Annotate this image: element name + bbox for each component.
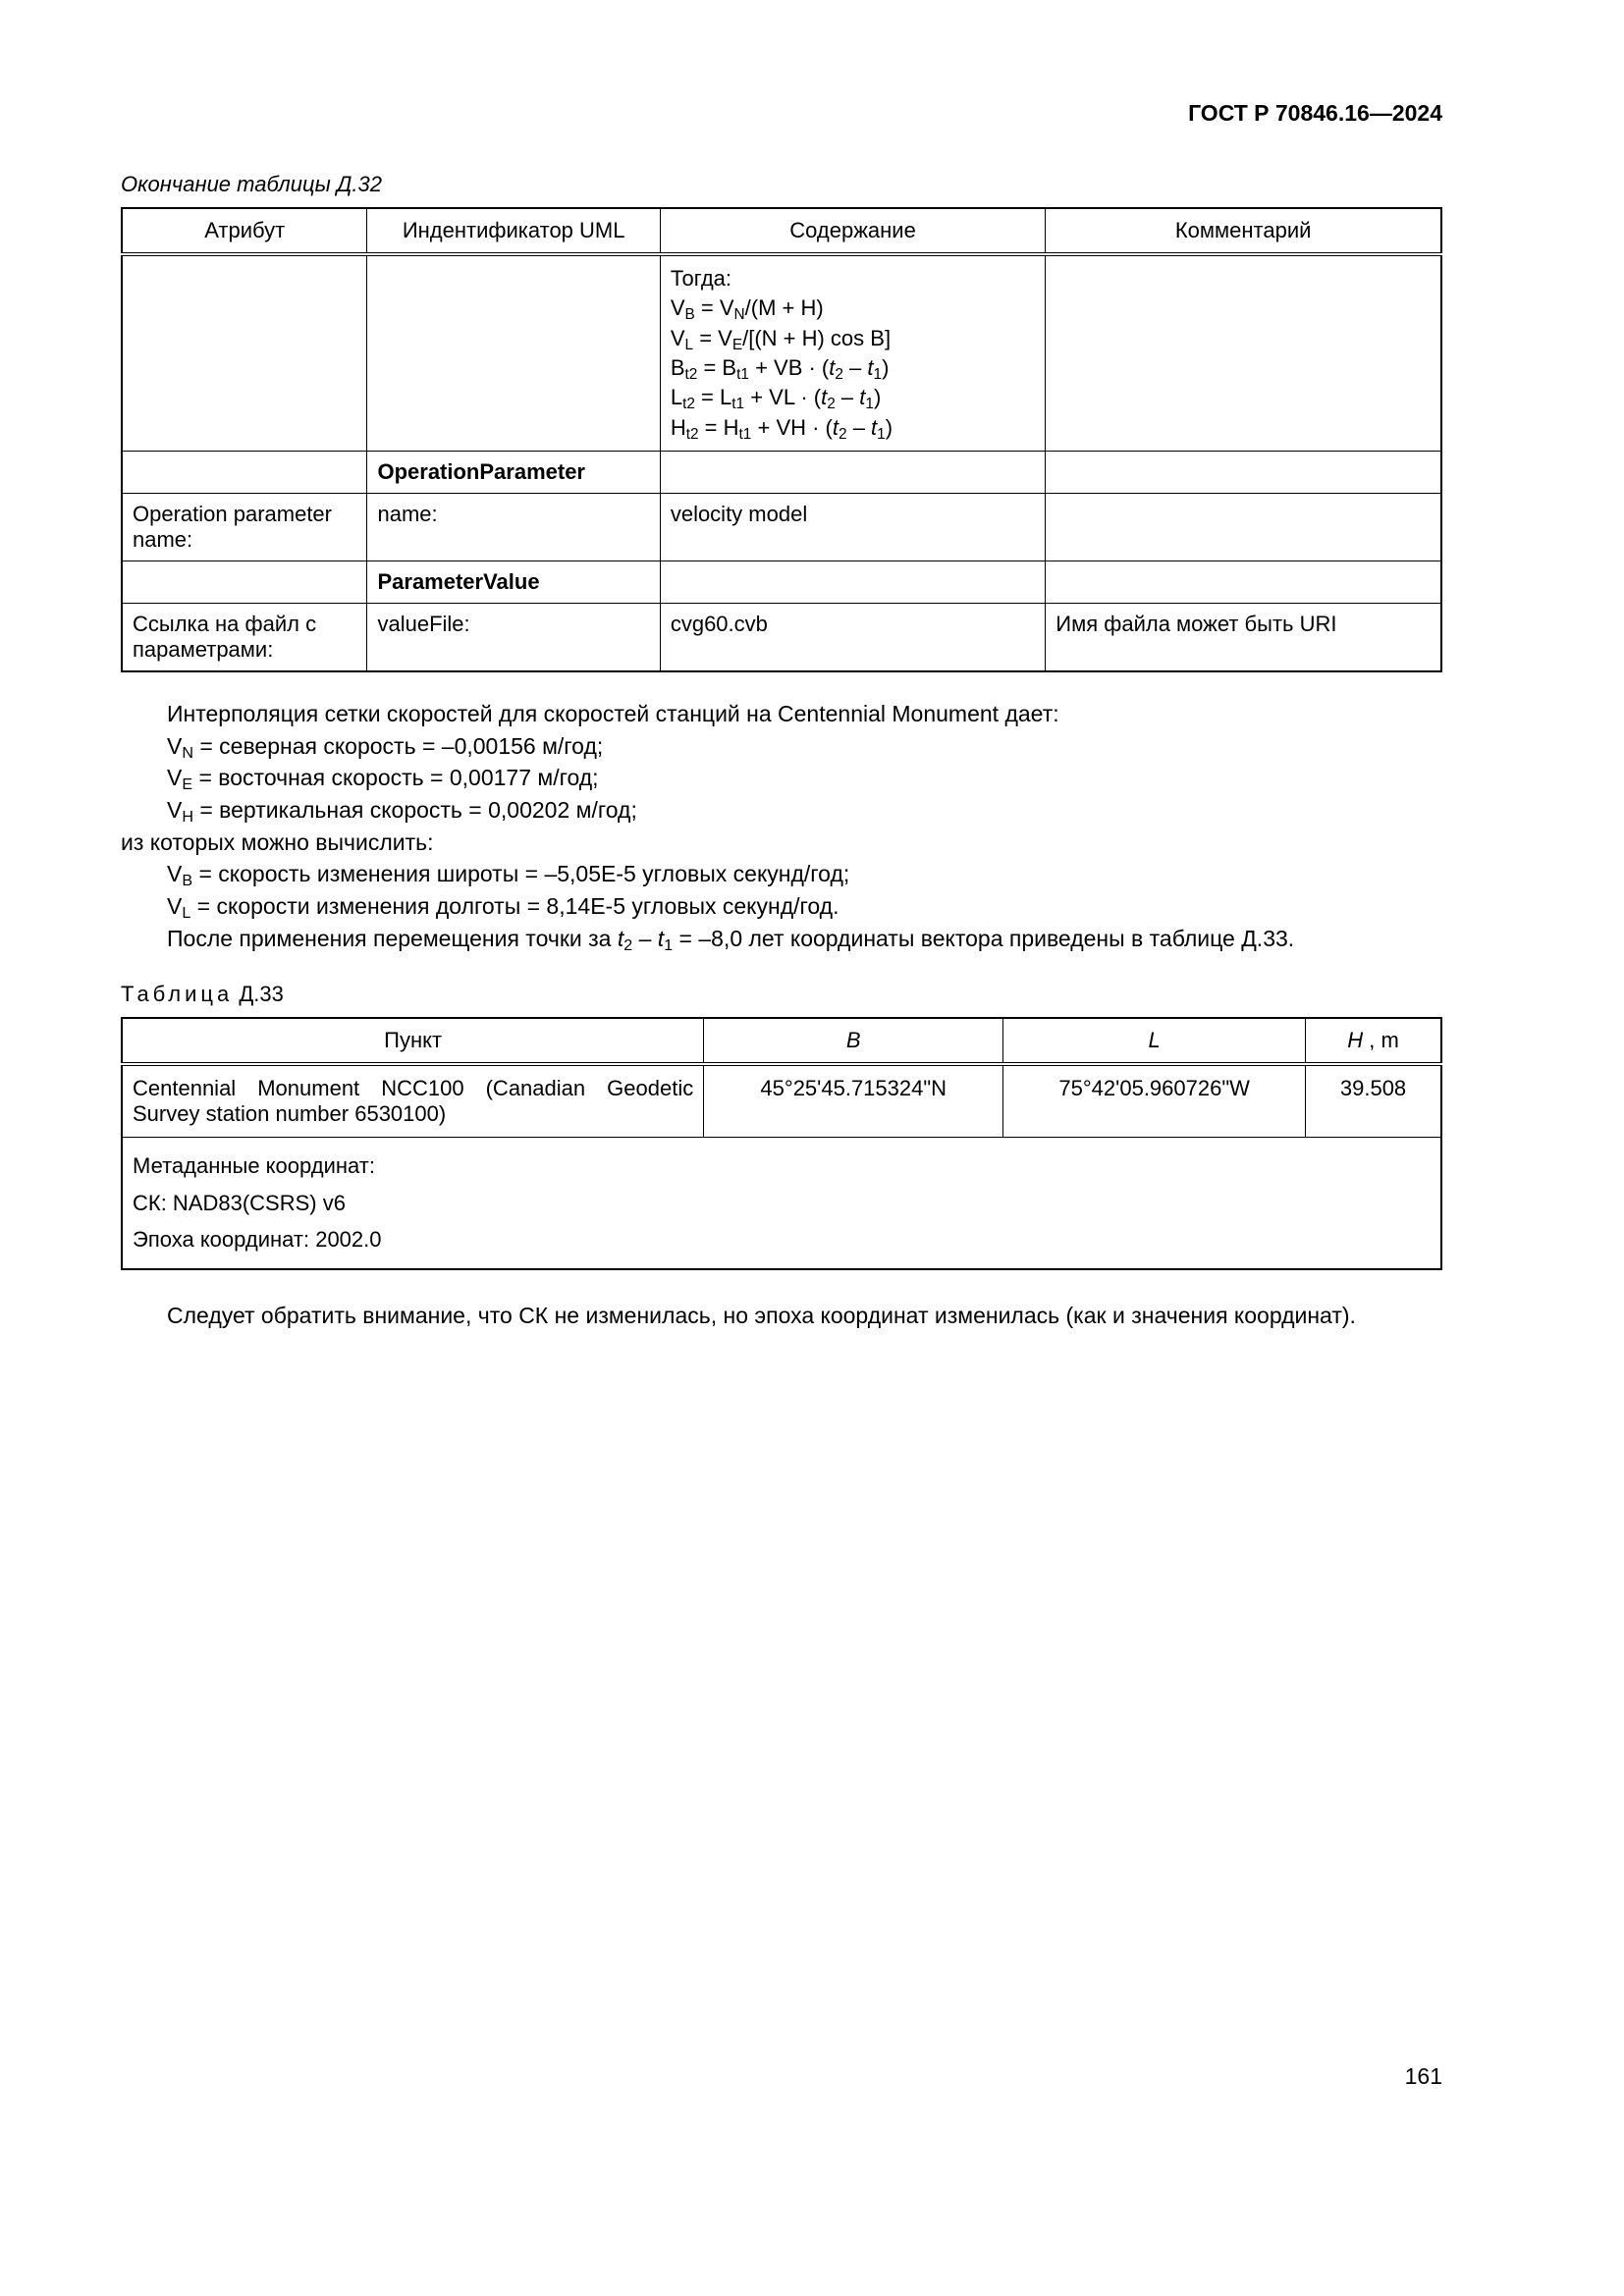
cell-attribute: Operation parameter name: bbox=[122, 494, 367, 561]
table-d33-caption-word: Таблица bbox=[121, 982, 234, 1007]
formula-line: $L_{t2} = L_{t1}$ + VL · $(t_2 - t_1)$ bbox=[670, 385, 882, 413]
cell-metadata bbox=[122, 1138, 1441, 1269]
cell-height: 39.508 bbox=[1306, 1064, 1441, 1138]
cell-longitude: 75°42'05.960726"W bbox=[1003, 1064, 1306, 1138]
cell-attribute: Ссылка на файл с параметрами: bbox=[122, 604, 367, 672]
cell-empty bbox=[1046, 494, 1441, 561]
body-text bbox=[121, 698, 1442, 954]
table-d32-header-row bbox=[122, 208, 1441, 254]
velocity-latitude: $V_B$ = скорость изменения широты = –5,05E-5 угловых секунд/год; bbox=[167, 861, 850, 890]
paragraph-after-shift: После применения перемещения точки за $t_2 - t_1 = -8,0$ лет координаты вектора приведены в таблице Д.33. bbox=[167, 925, 1295, 954]
column-header-l: L bbox=[1003, 1018, 1306, 1064]
table-d33-caption bbox=[121, 982, 1442, 1007]
formula-line: Тогда: bbox=[670, 266, 732, 291]
cell-latitude: 45°25'45.715324"N bbox=[704, 1064, 1003, 1138]
formula-line: $V_L = V_E/[(N + H)$ cos B] bbox=[670, 325, 892, 353]
cell-empty bbox=[1046, 452, 1441, 494]
page-number: 161 bbox=[1404, 2063, 1442, 2089]
cell-empty bbox=[660, 452, 1045, 494]
column-header-point: Пункт bbox=[122, 1018, 704, 1064]
table-d32-caption: Окончание таблицы Д.32 bbox=[121, 172, 382, 196]
cell-uml: name: bbox=[367, 494, 660, 561]
cell-formulas bbox=[660, 254, 1045, 452]
closing-note: Следует обратить внимание, что СК не изменилась, но эпоха координат изменилась (как и значения координат). bbox=[167, 1302, 1356, 1328]
cell-empty bbox=[367, 254, 660, 452]
table-row-metadata bbox=[122, 1138, 1441, 1269]
cell-empty bbox=[1046, 561, 1441, 604]
velocity-north: $V_N$ = северная скорость = –0,00156 м/год; bbox=[167, 732, 604, 762]
formula-line: $V_B = V_N/(M + H)$ bbox=[670, 295, 824, 324]
metadata-line: Метаданные координат: bbox=[133, 1153, 375, 1179]
column-header-content: Содержание bbox=[660, 208, 1045, 254]
cell-empty bbox=[1046, 254, 1441, 452]
metadata-line: Эпоха координат: 2002.0 bbox=[133, 1227, 382, 1253]
velocity-vertical: $V_H$ = вертикальная скорость = 0,00202 м/год; bbox=[167, 797, 637, 827]
table-row-operation-parameter bbox=[122, 452, 1441, 494]
document-header: ГОСТ Р 70846.16—2024 bbox=[1188, 100, 1442, 126]
cell-empty bbox=[660, 561, 1045, 604]
column-header-h: H , m bbox=[1306, 1018, 1441, 1064]
table-d33 bbox=[121, 1017, 1442, 1269]
cell-content: velocity model bbox=[660, 494, 1045, 561]
column-header-b: B bbox=[704, 1018, 1003, 1064]
cell-empty bbox=[122, 561, 367, 604]
cell-uml-class: ParameterValue bbox=[367, 561, 660, 604]
cell-point: Centennial Monument NCC100 (Canadian Geodetic Survey station number 6530100) bbox=[122, 1064, 704, 1138]
metadata-line: СК: NAD83(CSRS) v6 bbox=[133, 1190, 346, 1215]
table-d33-header-row bbox=[122, 1018, 1441, 1064]
velocity-longitude: $V_L$ = скорости изменения долготы = 8,14E-5 угловых секунд/год. bbox=[167, 893, 839, 923]
cell-empty bbox=[122, 452, 367, 494]
table-d33-caption-number: Д.33 bbox=[239, 982, 284, 1007]
paragraph-intro: Интерполяция сетки скоростей для скоростей станций на Centennial Monument дает: bbox=[167, 701, 1059, 727]
velocity-east: $V_E$ = восточная скорость = 0,00177 м/год; bbox=[167, 765, 599, 794]
table-row-formulas bbox=[122, 254, 1441, 452]
cell-content: cvg60.cvb bbox=[660, 604, 1045, 672]
table-d32 bbox=[121, 207, 1442, 672]
formula-line: $H_{t2} = H_{t1}$ + VH · $(t_2 - t_1)$ bbox=[670, 414, 893, 443]
table-row-value-file bbox=[122, 604, 1441, 672]
cell-empty bbox=[122, 254, 367, 452]
column-header-uml-identifier: Индентификатор UML bbox=[367, 208, 660, 254]
table-row-name bbox=[122, 494, 1441, 561]
formula-line: $B_{t2} = B_{t1}$ + VB · $(t_2 - t_1)$ bbox=[670, 355, 890, 383]
column-header-comment: Комментарий bbox=[1046, 208, 1441, 254]
cell-uml: valueFile: bbox=[367, 604, 660, 672]
paragraph-from-which: из которых можно вычислить: bbox=[121, 828, 434, 855]
cell-uml-class: OperationParameter bbox=[367, 452, 660, 494]
cell-comment: Имя файла может быть URI bbox=[1046, 604, 1441, 672]
table-row-monument bbox=[122, 1064, 1441, 1138]
table-row-parameter-value bbox=[122, 561, 1441, 604]
column-header-attribute: Атрибут bbox=[122, 208, 367, 254]
